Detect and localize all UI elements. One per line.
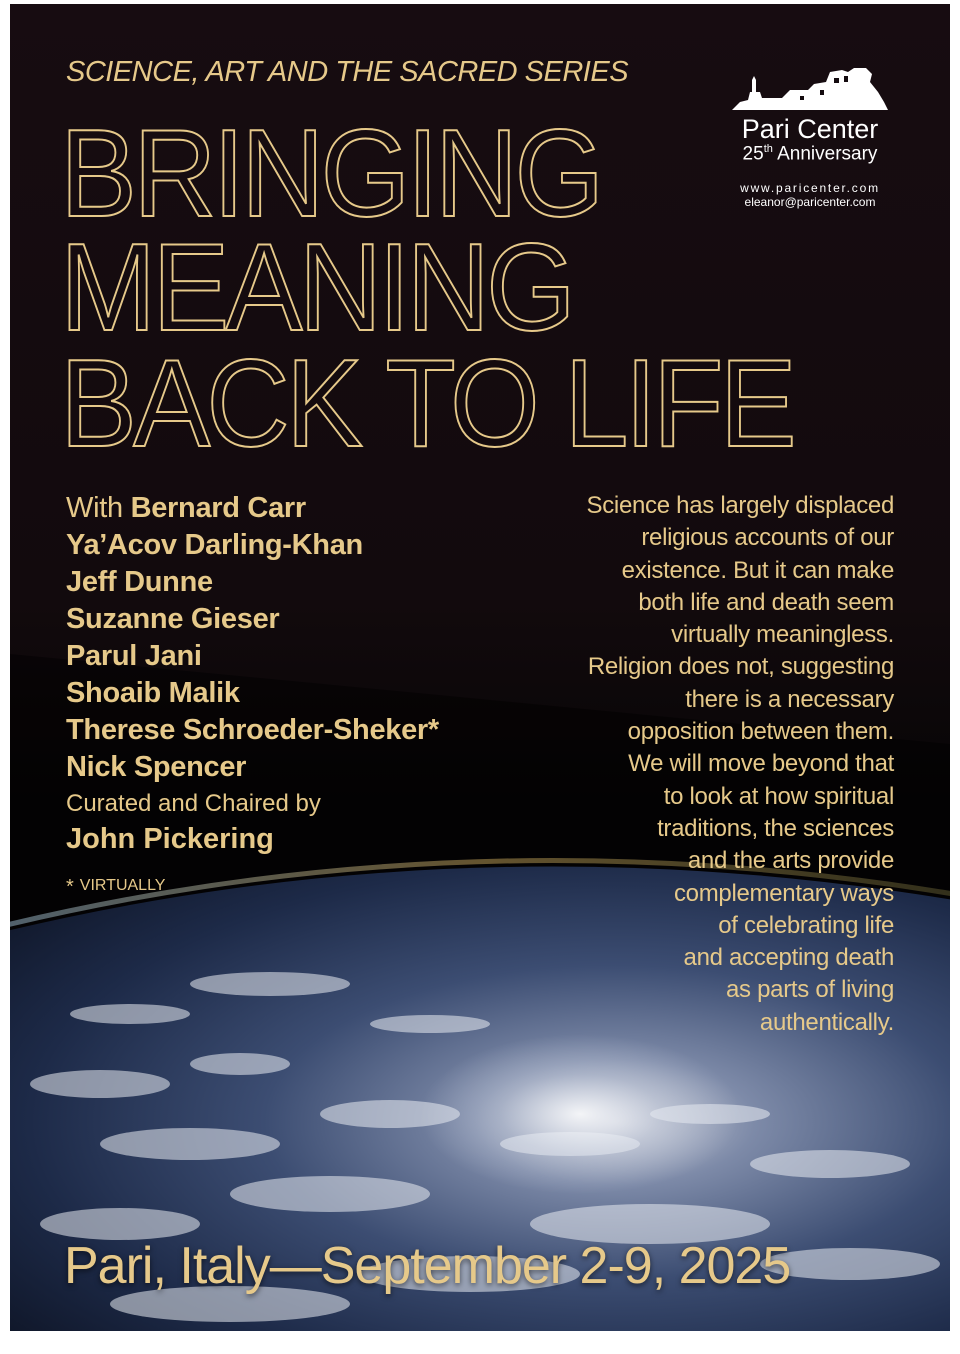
blurb-line: Religion does not, suggesting [587,653,894,681]
blurb-line: authentically. [759,1008,894,1036]
logo-anniversary [720,143,900,165]
poster [10,4,950,1331]
speaker-row [66,490,439,527]
blurb-line: there is a necessary [685,685,894,713]
virtual-footnote [66,876,439,899]
blurb-line: virtually meaningless. [671,621,894,649]
curated-label: Curated and Chaired by [66,790,321,817]
pari-center-logo [720,62,900,209]
blurb-line: and accepting death [683,944,894,972]
blurb-line: both life and death seem [638,588,894,616]
anniversary-label: Anniversary [777,143,878,165]
speaker-name: Parul Jani [66,640,202,672]
speaker-name: Jeff Dunne [66,566,213,598]
speaker-name: Nick Spencer [66,751,247,783]
speaker-name: Suzanne Gieser [66,603,280,635]
speaker-name: Shoaib Malik [66,677,240,709]
headline-text-1: BRINGING [60,105,601,243]
chair-name: John Pickering [66,823,274,855]
blurb-line: of celebrating life [718,911,894,939]
blurb-line: traditions, the sciences [657,814,894,842]
anniversary-suffix: th [763,143,773,155]
website-link[interactable]: www.paricenter.com [740,181,880,196]
logo-name: Pari Center [741,114,879,144]
blurb-line: and the arts provide [687,847,894,875]
headline-line-3 [60,335,793,473]
blurb-line: complementary ways [673,879,894,907]
email-link[interactable]: eleanor@paricenter.com [744,195,876,210]
with-prefix: With [66,492,123,524]
speaker-name: Ya’Acov Darling-Khan [66,529,363,561]
blurb-line: existence. But it can make [621,556,894,584]
speaker-name: Bernard Carr [130,492,306,524]
speaker-name: Therese Schroeder-Sheker* [66,714,439,746]
blurb-line: We will move beyond that [628,750,894,778]
blurb-line: to look at how spiritual [663,782,894,810]
headline-line-1 [60,105,601,243]
speakers-list [66,490,439,899]
event-location-date: Pari, Italy—September 2-9, 2025 [64,1237,791,1295]
blurb-line: opposition between them. [627,718,894,746]
footnote-text: VIRTUALLY [79,877,166,894]
headline-text-3: BACK TO LIFE [60,335,793,473]
series-title: SCIENCE, ART AND THE SACRED SERIES [66,56,629,88]
blurb-line: Science has largely displaced [586,492,894,519]
footnote-star: * [66,876,74,898]
blurb-line: as parts of living [725,976,894,1004]
village-skyline-icon [730,62,890,112]
blurb-line: religious accounts of our [641,524,894,552]
anniversary-number: 25 [742,143,764,165]
headline-line-2 [60,219,573,357]
headline-text-2: MEANING [60,219,573,357]
description-blurb [514,490,894,1039]
